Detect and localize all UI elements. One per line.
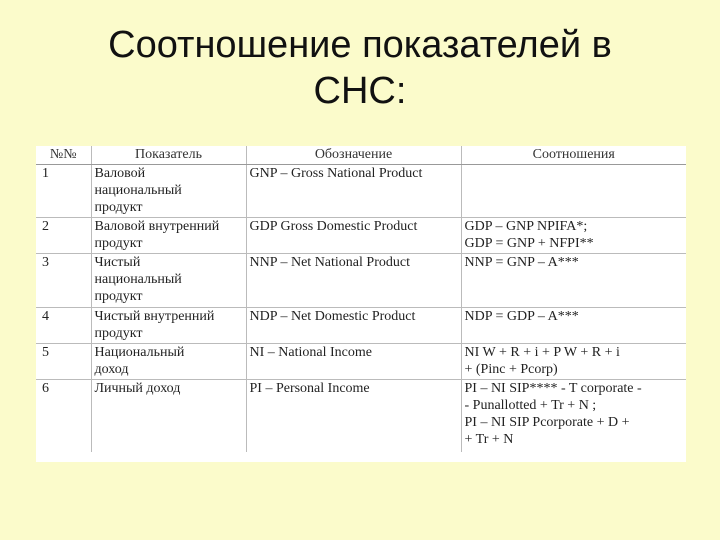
row-number: 2	[36, 218, 91, 254]
indicators-table	[36, 146, 686, 452]
row-designation: PI – Personal Income	[246, 380, 461, 452]
relation-line: PI – NI SIP Pcorporate + D +	[464, 415, 630, 430]
row-number: 5	[36, 344, 91, 380]
indicator-line: продукт	[94, 326, 143, 341]
row-indicator	[91, 254, 246, 308]
indicator-line: продукт	[94, 200, 143, 215]
header-designation: Обозначение	[246, 146, 461, 165]
title-line-2: СНС:	[313, 70, 407, 112]
table-row	[36, 218, 686, 254]
title-line-1: Соотношение показателей в	[108, 24, 612, 66]
row-designation: NDP – Net Domestic Product	[246, 308, 461, 344]
table-row	[36, 165, 686, 218]
row-indicator	[91, 344, 246, 380]
table-row	[36, 254, 686, 308]
header-indicator: Показатель	[91, 146, 246, 165]
indicator-line: Чистый внутренний	[94, 309, 215, 324]
indicator-line: национальный	[94, 183, 182, 198]
relation-line: + (Pinc + Pcorp)	[464, 362, 558, 377]
relation-line: NNP = GNP – A***	[464, 255, 579, 270]
row-number: 3	[36, 254, 91, 308]
indicator-line: Национальный	[94, 345, 185, 360]
row-relation	[461, 308, 686, 344]
relation-line: NI W + R + i + P W + R + i	[464, 345, 620, 360]
relation-line: GDP = GNP + NFPI**	[464, 236, 594, 251]
table-row	[36, 308, 686, 344]
row-indicator	[91, 165, 246, 218]
relation-line: + Tr + N	[464, 432, 514, 447]
row-number: 1	[36, 165, 91, 218]
row-designation: GDP Gross Domestic Product	[246, 218, 461, 254]
row-indicator	[91, 380, 246, 452]
row-relation	[461, 218, 686, 254]
indicator-line: продукт	[94, 289, 143, 304]
relation-line: - Punallotted + Tr + N ;	[464, 398, 597, 413]
indicator-line: Чистый	[94, 255, 141, 270]
indicator-line: национальный	[94, 272, 182, 287]
row-indicator	[91, 308, 246, 344]
indicator-line: Валовой внутренний	[94, 219, 220, 234]
slide-title	[40, 22, 680, 114]
row-relation	[461, 344, 686, 380]
indicator-line: доход	[94, 362, 129, 377]
indicator-line: Валовой	[94, 166, 146, 181]
relation-line: PI – NI SIP**** - T corporate -	[464, 381, 642, 396]
table-row	[36, 380, 686, 452]
indicator-line: продукт	[94, 236, 143, 251]
relation-line: NDP = GDP – A***	[464, 309, 579, 324]
row-number: 6	[36, 380, 91, 452]
indicator-line: Личный доход	[94, 381, 181, 396]
row-relation	[461, 380, 686, 452]
header-number: №№	[36, 146, 91, 165]
row-designation: GNP – Gross National Product	[246, 165, 461, 218]
row-relation	[461, 165, 686, 218]
indicators-table-wrapper	[36, 146, 686, 462]
header-relation: Соотношения	[461, 146, 686, 165]
row-indicator	[91, 218, 246, 254]
relation-line: GDP – GNP NPIFA*;	[464, 219, 588, 234]
row-designation: NI – National Income	[246, 344, 461, 380]
table-header-row	[36, 146, 686, 165]
row-relation	[461, 254, 686, 308]
table-row	[36, 344, 686, 380]
row-designation: NNP – Net National Product	[246, 254, 461, 308]
row-number: 4	[36, 308, 91, 344]
